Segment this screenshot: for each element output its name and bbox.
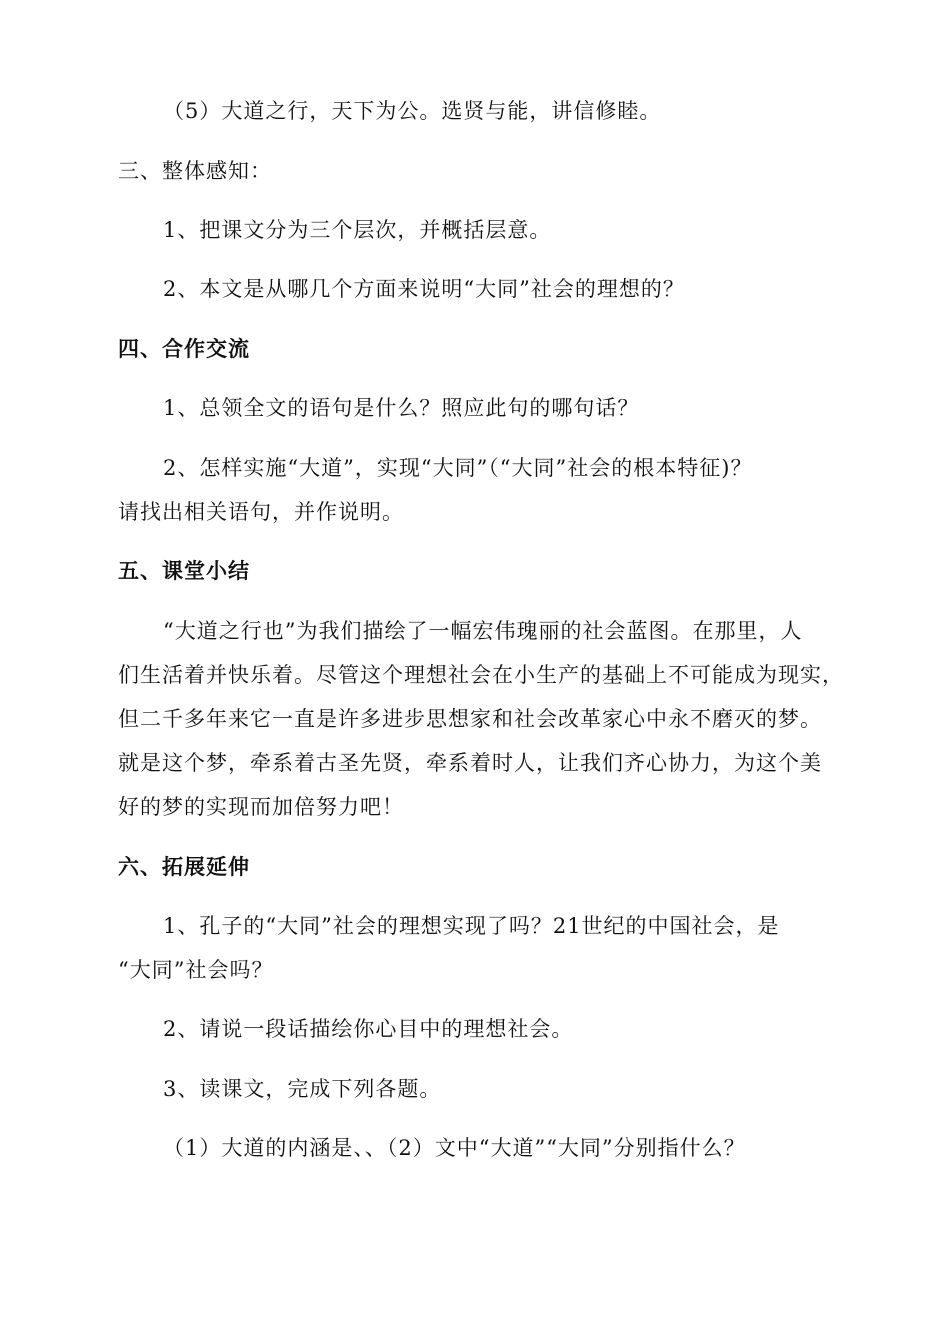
text-line: 3、读课文，完成下列各题。 (163, 1077, 442, 1101)
section-heading: 六、拓展延伸 (118, 854, 250, 879)
text-line: 就是这个梦，牵系着古圣先贤，牵系着时人，让我们齐心协力，为这个美 (118, 751, 822, 775)
text-line: 2、本文是从哪几个方面来说明“大同”社会的理想的？ (163, 277, 685, 301)
text-line: （1）大道的内涵是、、（2）文中“大道”“大同”分别指什么？ (163, 1136, 746, 1160)
section-heading: 四、合作交流 (118, 336, 250, 361)
text-line: 2、请说一段话描绘你心目中的理想社会。 (163, 1017, 574, 1041)
text-line: 2、怎样实施“大道”，实现“大同”（“大同”社会的根本特征)？ (163, 456, 753, 480)
text-line: 好的梦的实现而加倍努力吧！ (118, 795, 404, 819)
section-heading: 三、整体感知： (118, 159, 272, 183)
text-line: 们生活着并快乐着。尽管这个理想社会在小生产的基础上不可能成为现实， (118, 663, 844, 687)
text-line: 请找出相关语句，并作说明。 (118, 500, 404, 524)
text-line: “大同”社会吗？ (118, 958, 274, 982)
text-line: 1、把课文分为三个层次，并概括层意。 (163, 218, 552, 242)
text-line: 但二千多年来它一直是许多进步思想家和社会改革家心中永不磨灭的梦。 (118, 707, 822, 731)
text-line: 1、孔子的“大同”社会的理想实现了吗？21世纪的中国社会，是 (163, 914, 780, 938)
text-line: “大道之行也”为我们描绘了一幅宏伟瑰丽的社会蓝图。在那里，人 (163, 619, 803, 643)
text-line: 1、总领全文的语句是什么？照应此句的哪句话？ (163, 396, 640, 420)
text-line: （5）大道之行，天下为公。选贤与能，讲信修睦。 (163, 99, 662, 123)
section-heading: 五、课堂小结 (118, 558, 250, 583)
